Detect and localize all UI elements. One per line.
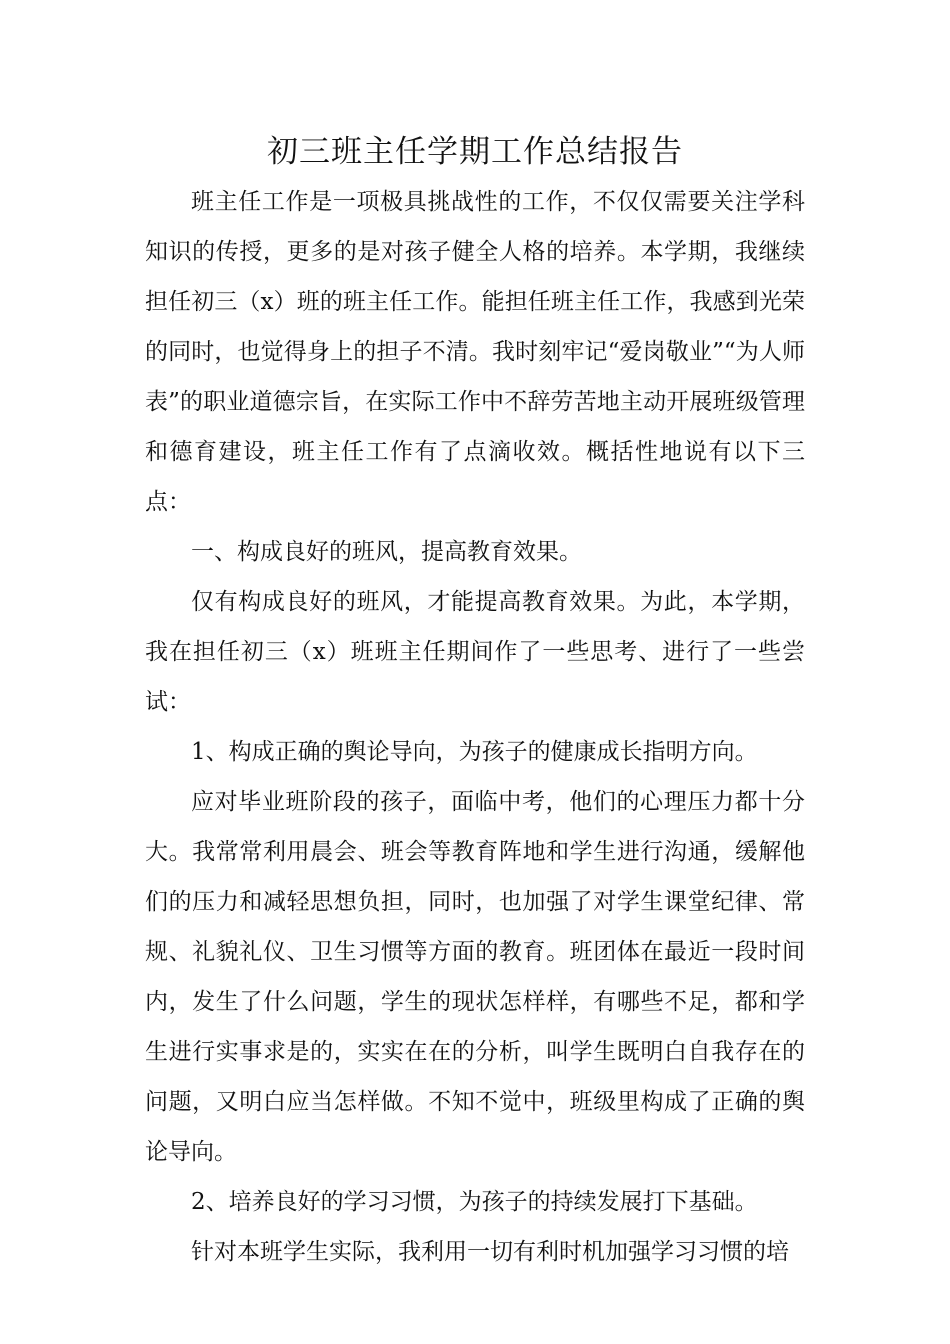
paragraph-section-1: 仅有构成良好的班风，才能提高教育效果。为此，本学期，我在担任初三（x）班班主任期间作了一些思考、进行了一些尝试：: [145, 589, 805, 715]
paragraph-subsection-1: 应对毕业班阶段的孩子，面临中考，他们的心理压力都十分大。我常常利用晨会、班会等教育阵地和学生进行沟通，缓解他们的压力和减轻思想负担，同时，也加强了对学生课堂纪律、常规、礼貌礼仪、卫生习惯等方面的教育。班团体在最近一段时间内，发生了什么问题，学生的现状怎样样，有哪些不足，都和学生进行实事求是的，实实在在的分析，叫学生既明白自我存在的问题，又明白应当怎样做。不知不觉中，班级里构成了正确的舆论导向。: [145, 789, 805, 1165]
paragraph-intro: 班主任工作是一项极具挑战性的工作，不仅仅需要关注学科知识的传授，更多的是对孩子健全人格的培养。本学期，我继续担任初三（x）班的班主任工作。能担任班主任工作，我感到光荣的同时，也觉得身上的担子不清。我时刻牢记“爱岗敬业”“为人师表”的职业道德宗旨，在实际工作中不辞劳苦地主动开展班级管理和德育建设，班主任工作有了点滴收效。概括性地说有以下三点：: [145, 189, 805, 515]
subheading-2: 2、培养良好的学习习惯，为孩子的持续发展打下基础。: [191, 1189, 758, 1215]
section-heading-1: 一、构成良好的班风，提高教育效果。: [191, 539, 582, 565]
document-body: [145, 177, 805, 1277]
document-title: 初三班主任学期工作总结报告: [267, 134, 683, 170]
paragraph-subsection-2: 针对本班学生实际，我利用一切有利时机加强学习习惯的培: [191, 1239, 789, 1265]
subheading-1: 1、构成正确的舆论导向，为孩子的健康成长指明方向。: [191, 739, 758, 765]
